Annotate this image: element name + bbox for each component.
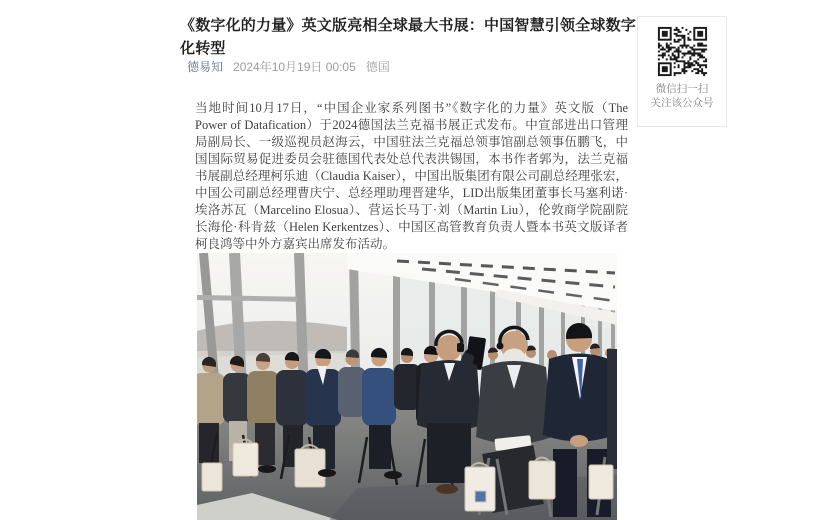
event-photo-graphic [197, 253, 617, 520]
article-paragraph: 当地时间10月17日，“中国企业家系列图书”《数字化的力量》英文版（The Power of Datafication）于2024德国法兰克福书展正式发布。中宣部进出口管理局副局长、一级巡视员赵海云，中国驻法兰克福总领事馆副总领事伍鹏飞，中国国际贸易促进委员会驻德国代表处总代表洪锡国，本书作者郭为，法兰克福书展副总经理柯乐迪（Claudia Kaiser），中国出版集团有限公司副总经理张宏，中国公司副总经理曹庆宁、总经理助理晋建华，LID出版集团董事长马塞利诺·埃洛苏瓦（Marcelino Elosua）、营运长马丁·刘（Martin Liu），伦敦商学院副院长海伦·科肯兹（Helen Kerkentzes）、中国区高管教育负责人暨本书英文版译者柯良鸿等中外方嘉宾出席发布活动。 [195, 101, 628, 251]
qr-panel [637, 16, 727, 127]
article-meta [187, 58, 647, 75]
qr-caption-line1: 微信扫一扫 [655, 83, 709, 95]
event-photo[interactable] [197, 253, 617, 520]
publish-time: 2024年10月19日 00:05 [233, 60, 356, 74]
author-name[interactable]: 德易知 [187, 60, 224, 74]
qr-code [654, 23, 711, 80]
guest-edge [607, 349, 617, 469]
qr-caption-line2: 关注该公众号 [650, 97, 714, 109]
publish-location: 德国 [365, 60, 390, 74]
article-title: 《数字化的力量》英文版亮相全球最大书展：中国智慧引领全球数字化转型 [180, 17, 637, 57]
